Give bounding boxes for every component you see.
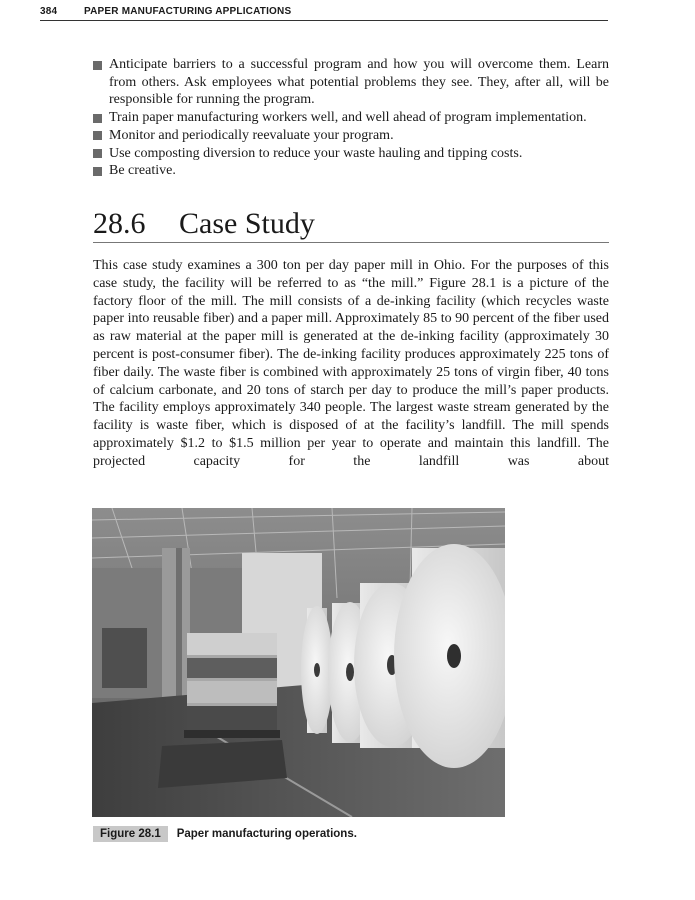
figure-caption (93, 826, 357, 842)
square-bullet-icon (93, 131, 102, 140)
page-number: 384 (40, 6, 58, 17)
square-bullet-icon (93, 61, 102, 70)
square-bullet-icon (93, 149, 102, 158)
body-paragraph: This case study examines a 300 ton per day paper mill in Ohio. For the purposes of this case study, the facility will be referred to as “the mill.” Figure 28.1 is a picture of the factory floor of the mill. The mill consists of a de-inking facility (which recycles waste paper into reusable fiber) and a paper mill. Approximately 85 to 90 percent of the fiber used as raw material at the paper mill is generated at the de-inking facility (approximately 30 percent is post-consumer fiber). The de-inking facility produces approximately 225 tons of fiber daily. The waste fiber is combined with approximately 25 tons of virgin fiber, 40 tons of calcium carbonate, and 20 tons of starch per day to produce the mill’s paper products. The facility employs approximately 340 people. The largest waste stream generated by the facility is waste fiber, which is disposed of at the facility’s landfill. The mill spends approximately $1.2 to $1.5 million per year to operate and maintain this landfill. The projected capacity for the landfill was about (93, 258, 609, 469)
section-title: Case Study (179, 207, 315, 240)
square-bullet-icon (93, 167, 102, 176)
section-heading (93, 207, 609, 243)
list-item: Be creative. (93, 162, 609, 180)
equipment-cabinet (102, 628, 147, 688)
section-number: 28.6 (93, 207, 146, 240)
list-item: Anticipate barriers to a successful program and how you will overcome them. Learn from others. Ask employees what potential problems they see. They, after all, will be responsible for running the program. (93, 56, 609, 109)
list-item: Use composting diversion to reduce your waste hauling and tipping costs. (93, 145, 609, 163)
bullet-list (93, 56, 609, 180)
running-header (40, 6, 608, 21)
pallet-stack (184, 633, 280, 738)
running-title: PAPER MANUFACTURING APPLICATIONS (84, 6, 292, 17)
list-item: Train paper manufacturing workers well, and well ahead of program implementation. (93, 109, 609, 127)
list-item: Monitor and periodically reevaluate your program. (93, 127, 609, 145)
figure-label: Figure 28.1 (93, 826, 168, 842)
figure-photo (92, 508, 505, 817)
square-bullet-icon (93, 114, 102, 123)
figure-caption-text: Paper manufacturing operations. (176, 828, 357, 840)
